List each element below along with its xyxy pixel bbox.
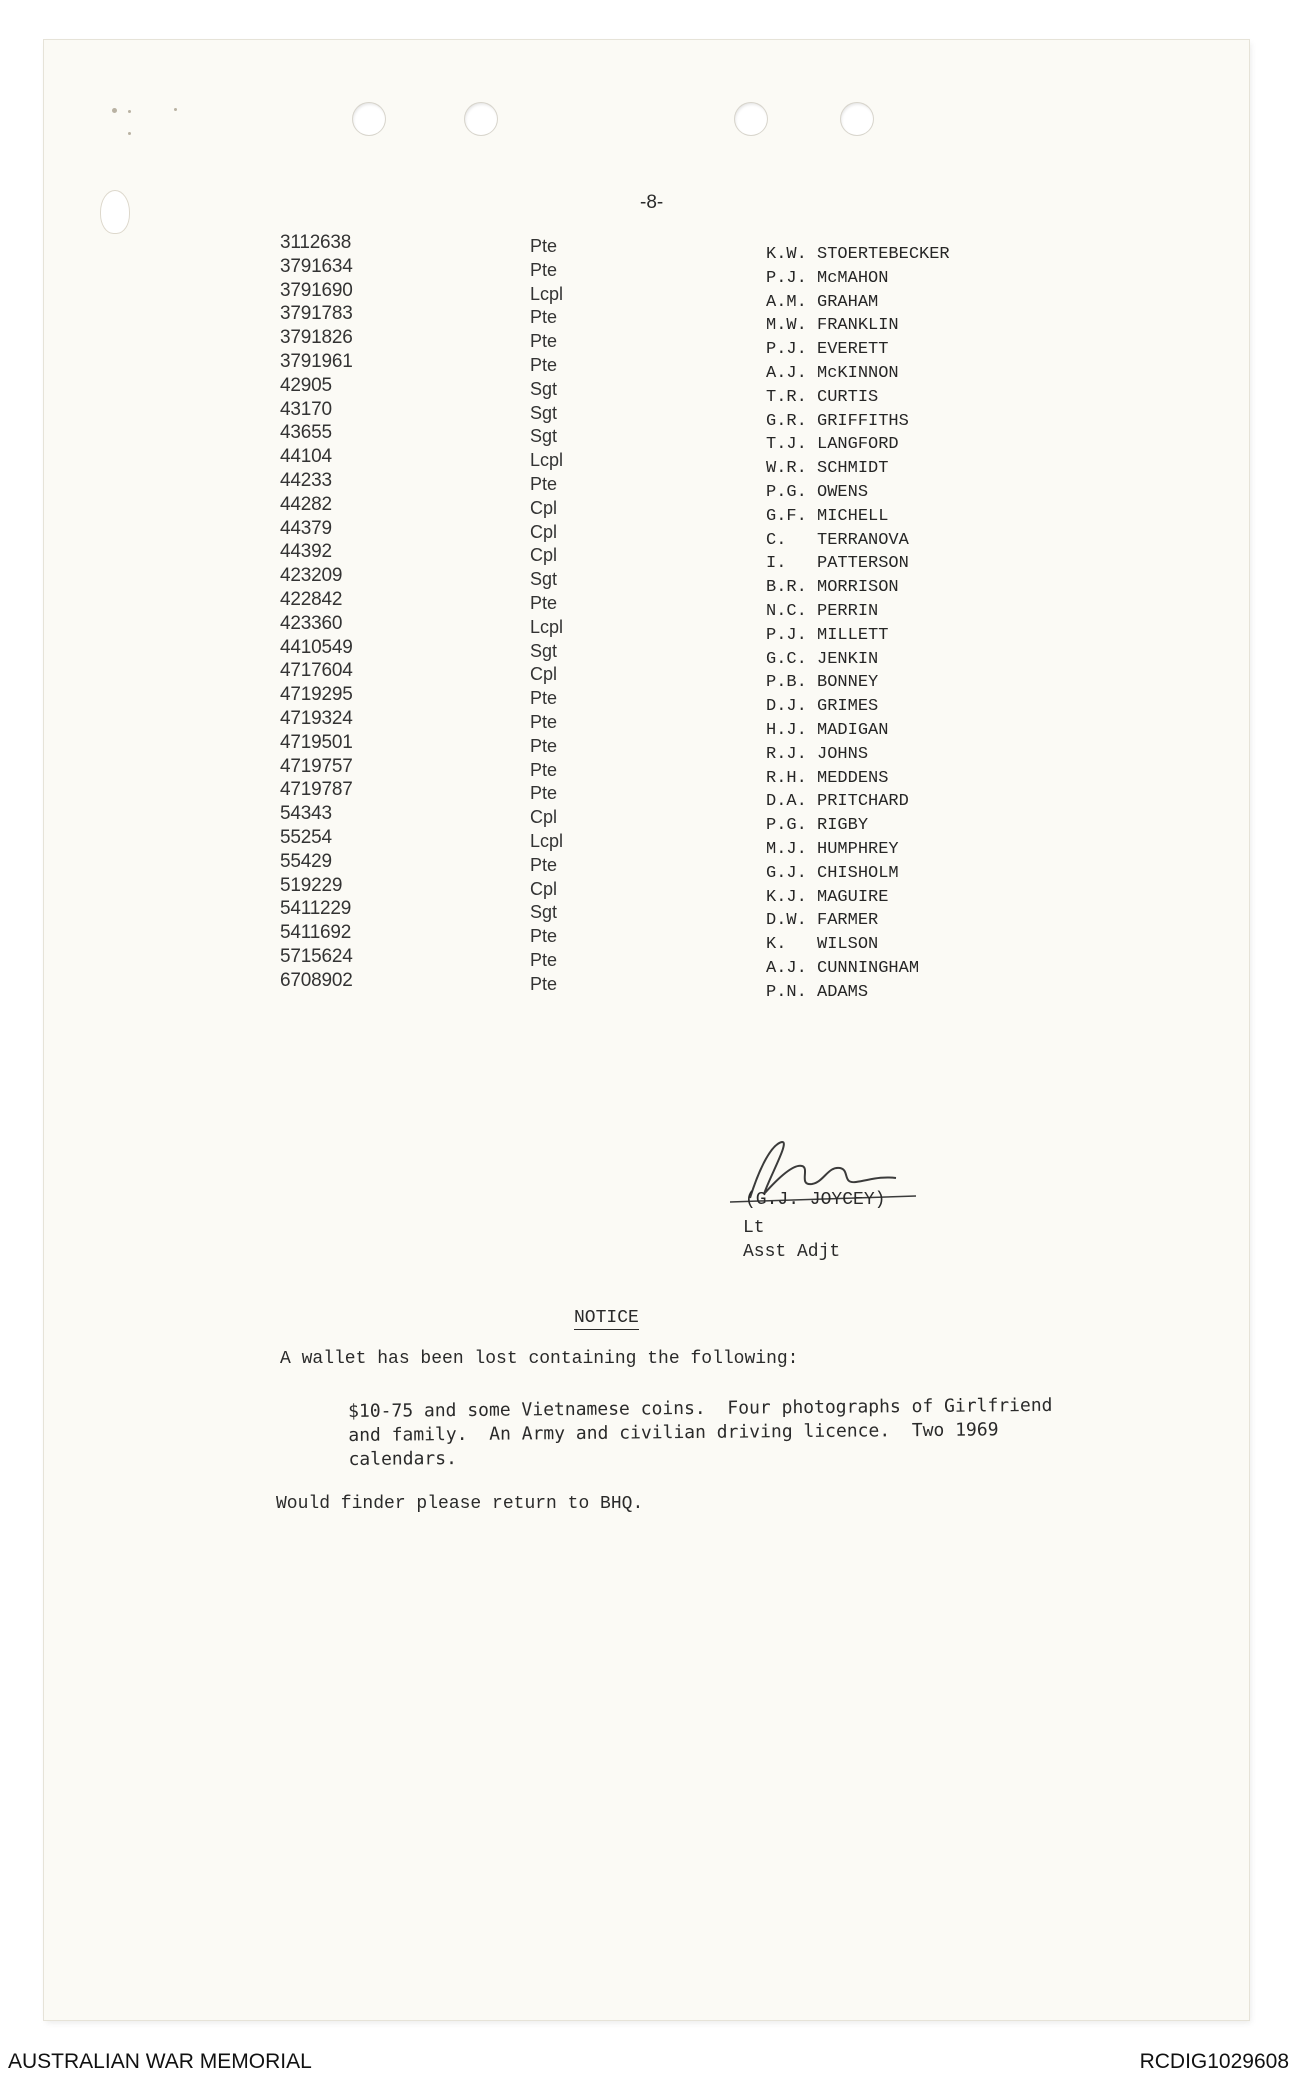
notice-closing: Would finder please return to BHQ. [276, 1494, 644, 1514]
paper-mark [174, 108, 177, 111]
soldier-name: K.W. STOERTEBECKER [766, 245, 950, 264]
rank: Pte [530, 949, 558, 970]
roll-row [280, 755, 1040, 788]
roll-row [280, 232, 1040, 264]
service-number: 55254 [280, 826, 332, 848]
rank: Pte [530, 759, 558, 780]
roll-row [280, 493, 1040, 526]
rank: Pte [530, 926, 558, 947]
roll-row [280, 446, 1040, 479]
rank: Pte [530, 592, 558, 613]
service-number: 55429 [280, 850, 332, 872]
service-number: 4719757 [280, 755, 353, 777]
service-number: 54343 [280, 803, 332, 825]
service-number: 44282 [280, 493, 332, 515]
service-number: 5411692 [280, 922, 352, 944]
service-number: 423209 [280, 565, 343, 587]
service-number: 44379 [280, 517, 332, 539]
signatory-name: (G.J. JOYCEY) [745, 1190, 886, 1210]
roll-row [280, 279, 1040, 312]
rank: Cpl [530, 545, 558, 566]
notice-intro: A wallet has been lost containing the following: [280, 1349, 799, 1369]
soldier-name: R.J. JOHNS [766, 744, 869, 764]
service-number: 423360 [280, 612, 343, 634]
rank: Lcpl [530, 283, 564, 304]
soldier-name: P.B. BONNEY [766, 673, 879, 693]
paper-mark [112, 108, 117, 113]
roll-row [280, 398, 1040, 431]
roll-row [280, 565, 1040, 598]
rank: Sgt [530, 378, 558, 399]
roll-row [280, 636, 1040, 669]
soldier-name: T.R. CURTIS [766, 387, 879, 407]
soldier-name: T.J. LANGFORD [766, 435, 899, 455]
service-number: 4719501 [280, 731, 353, 753]
rank: Lcpl [530, 830, 564, 851]
punch-hole [840, 102, 874, 136]
roll-row [280, 303, 1040, 336]
roll-row [280, 850, 1040, 883]
rank: Sgt [530, 402, 558, 423]
roll-row [280, 255, 1040, 288]
rank: Pte [530, 473, 558, 494]
roll-row [280, 422, 1040, 455]
rank: Cpl [530, 807, 558, 828]
roll-row [280, 612, 1040, 645]
service-number: 4719295 [280, 684, 353, 706]
service-number: 43655 [280, 422, 332, 444]
rank: Cpl [530, 521, 558, 542]
soldier-name: A.J. CUNNINGHAM [766, 958, 920, 978]
rank: Pte [530, 259, 558, 280]
paper-mark [128, 110, 131, 113]
service-number: 3791961 [280, 350, 353, 372]
page-number: -8- [640, 192, 664, 213]
nominal-roll [280, 232, 1040, 1002]
soldier-name: K.J. MAGUIRE [766, 887, 889, 907]
soldier-name: P.J. MILLETT [766, 625, 889, 645]
service-number: 44392 [280, 541, 332, 563]
service-number: 4717604 [280, 660, 353, 682]
soldier-name: C. TERRANOVA [766, 530, 909, 550]
soldier-name: D.J. GRIMES [766, 697, 879, 717]
roll-row [280, 731, 1040, 764]
service-number: 4719324 [280, 707, 353, 729]
soldier-name: W.R. SCHMIDT [766, 459, 889, 479]
soldier-name: D.A. PRITCHARD [766, 792, 909, 812]
roll-row [280, 803, 1040, 836]
soldier-name: A.M. GRAHAM [766, 292, 879, 312]
soldier-name: K. WILSON [766, 935, 879, 955]
signatory-rank: Lt [743, 1218, 765, 1238]
rank: Pte [530, 711, 558, 732]
footer-bar [0, 2042, 1297, 2082]
roll-row [280, 969, 1040, 1002]
rank: Pte [530, 236, 558, 256]
rank: Lcpl [530, 450, 564, 471]
soldier-name: M.J. HUMPHREY [766, 839, 899, 859]
roll-row [280, 684, 1040, 717]
rank: Lcpl [530, 616, 564, 637]
soldier-name: G.R. GRIFFITHS [766, 411, 909, 431]
roll-row [280, 922, 1040, 955]
roll-row [280, 660, 1040, 693]
rank: Cpl [530, 497, 558, 518]
service-number: 43170 [280, 398, 332, 420]
soldier-name: H.J. MADIGAN [766, 720, 889, 740]
soldier-name: G.F. MICHELL [766, 506, 889, 526]
service-number: 3791634 [280, 255, 353, 277]
service-number: 42905 [280, 374, 332, 396]
soldier-name: P.J. EVERETT [766, 340, 889, 360]
soldier-name: A.J. McKINNON [766, 363, 899, 383]
roll-row [280, 517, 1040, 550]
soldier-name: G.J. CHISHOLM [766, 863, 899, 883]
soldier-name: P.G. RIGBY [766, 816, 869, 836]
signatory-appointment: Asst Adjt [743, 1242, 841, 1262]
soldier-name: R.H. MEDDENS [766, 768, 889, 788]
service-number: 4719787 [280, 779, 353, 801]
service-number: 3112638 [280, 232, 352, 253]
punch-hole [352, 102, 386, 136]
soldier-name: I. PATTERSON [766, 554, 909, 574]
punch-hole [734, 102, 768, 136]
soldier-name: P.N. ADAMS [766, 982, 869, 1002]
soldier-name: P.J. McMAHON [766, 268, 889, 288]
soldier-name: B.R. MORRISON [766, 578, 899, 598]
roll-row [280, 374, 1040, 407]
rank: Pte [530, 354, 558, 375]
rank: Pte [530, 331, 558, 352]
roll-row [280, 541, 1040, 574]
rank: Cpl [530, 878, 558, 899]
roll-row [280, 898, 1040, 931]
service-number: 44104 [280, 446, 332, 468]
footer-record-id: RCDIG1029608 [1139, 2050, 1289, 2073]
service-number: 4410549 [280, 636, 353, 658]
punch-hole [464, 102, 498, 136]
soldier-name: G.C. JENKIN [766, 649, 879, 669]
roll-row [280, 779, 1040, 812]
service-number: 519229 [280, 874, 343, 896]
footer-source: AUSTRALIAN WAR MEMORIAL [8, 2050, 312, 2073]
roll-row [280, 874, 1040, 907]
soldier-name: M.W. FRANKLIN [766, 316, 899, 336]
service-number: 5411229 [280, 898, 352, 920]
rank: Sgt [530, 640, 558, 661]
notice-details: $10-75 and some Vietnamese coins. Four photographs of Girlfriend and family. An Army and civilian driving licence. Two 1969 calendars. [348, 1394, 1053, 1470]
paper-damage-mark [100, 190, 130, 234]
service-number: 3791783 [280, 303, 353, 325]
roll-row [280, 327, 1040, 360]
soldier-name: P.G. OWENS [766, 482, 869, 502]
rank: Sgt [530, 569, 558, 590]
rank: Pte [530, 307, 558, 328]
rank: Pte [530, 783, 558, 804]
notice-heading: NOTICE [574, 1308, 639, 1328]
service-number: 44233 [280, 469, 332, 491]
soldier-name: D.W. FARMER [766, 911, 879, 931]
rank: Pte [530, 854, 558, 875]
rank: Sgt [530, 902, 558, 923]
rank: Pte [530, 735, 558, 756]
rank: Cpl [530, 664, 558, 685]
service-number: 6708902 [280, 969, 353, 991]
service-number: 3791826 [280, 327, 353, 349]
rank: Pte [530, 973, 558, 994]
rank: Pte [530, 688, 558, 709]
service-number: 3791690 [280, 279, 353, 301]
soldier-name: N.C. PERRIN [766, 601, 879, 621]
paper-mark [128, 132, 131, 135]
service-number: 422842 [280, 588, 343, 610]
service-number: 5715624 [280, 945, 353, 967]
rank: Sgt [530, 426, 558, 447]
